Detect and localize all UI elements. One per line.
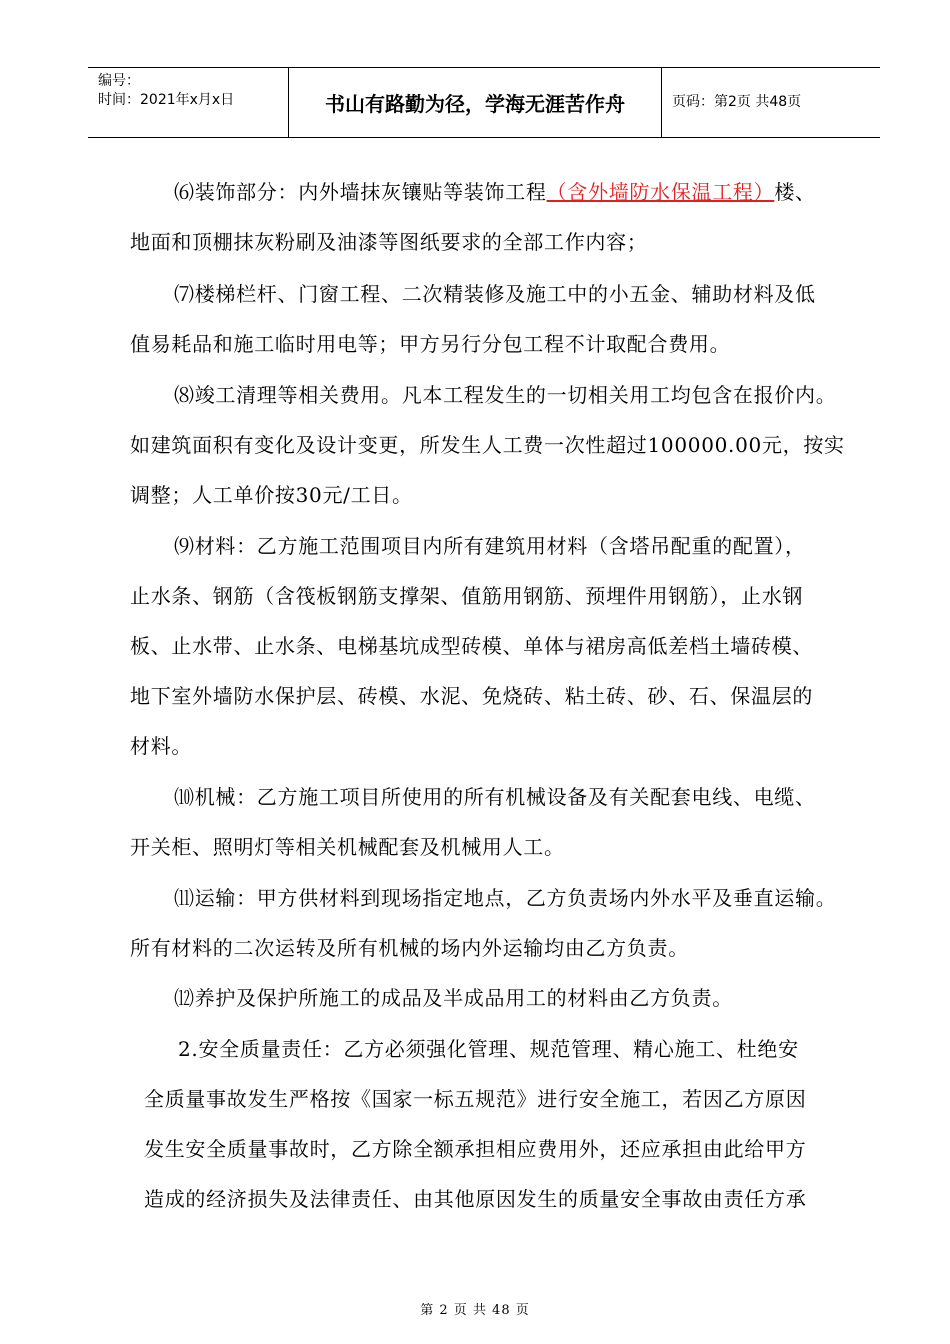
text-line: 调整；人工单价按30元/工日。 xyxy=(130,483,413,507)
text-line: 地面和顶棚抹灰粉刷及油漆等图纸要求的全部工作内容； xyxy=(130,230,648,254)
line-text: ⑹装饰部分：内外墙抹灰镶贴等装饰工程 xyxy=(174,180,547,204)
inserted-text: （含外墙防水保温工程） xyxy=(546,180,775,204)
text-line: ⑽机械：乙方施工项目所使用的所有机械设备及有关配套电线、电缆、 xyxy=(174,785,816,809)
text-line: 所有材料的二次运转及所有机械的场内外运输均由乙方负责。 xyxy=(130,936,689,960)
page-footer: 第 2 页 共 48 页 xyxy=(420,1303,530,1318)
text-line: ⑼材料：乙方施工范围项目内所有建筑用材料（含塔吊配重的配置）， xyxy=(174,534,806,558)
text-line: 发生安全质量事故时，乙方除全额承担相应费用外，还应承担由此给甲方 xyxy=(144,1137,807,1161)
text-line: ⑺楼梯栏杆、门窗工程、二次精装修及施工中的小五金、辅助材料及低 xyxy=(174,282,816,306)
text-line: ⑾运输：甲方供材料到现场指定地点，乙方负责场内外水平及垂直运输。 xyxy=(174,886,837,910)
text-line: 值易耗品和施工临时用电等；甲方另行分包工程不计取配合费用。 xyxy=(130,332,731,356)
page-header xyxy=(88,67,880,138)
text-line: 全质量事故发生严格按《国家一标五规范》进行安全施工，若因乙方原因 xyxy=(144,1087,807,1111)
text-line: 开关柜、照明灯等相关机械配套及机械用人工。 xyxy=(130,835,565,859)
motto: 书山有路勤为径，学海无涯苦作舟 xyxy=(325,92,625,116)
time-label: 时间：2021年x月x日 xyxy=(98,92,235,108)
header-right-cell xyxy=(662,68,880,137)
header-left-cell xyxy=(88,68,289,137)
text-line: 板、止水带、止水条、电梯基坑成型砖模、单体与裙房高低差档土墙砖模、 xyxy=(130,634,814,658)
text-line: ⑿养护及保护所施工的成品及半成品用工的材料由乙方负责。 xyxy=(174,986,733,1010)
text-line: 如建筑面积有变化及设计变更，所发生人工费一次性超过100000.00元，按实 xyxy=(130,433,845,457)
text-line: 2.安全质量责任：乙方必须强化管理、规范管理、精心施工、杜绝安 xyxy=(178,1037,799,1061)
text-line: 造成的经济损失及法律责任、由其他原因发生的质量安全事故由责任方承 xyxy=(144,1187,807,1211)
text-line xyxy=(174,178,816,206)
line-text: 楼、 xyxy=(774,180,816,204)
page-code: 页码：第2页 共48页 xyxy=(672,94,802,110)
text-line: 止水条、钢筋（含筏板钢筋支撑架、值筋用钢筋、预埋件用钢筋），止水钢 xyxy=(130,584,804,608)
header-motto-cell xyxy=(289,68,662,137)
text-line: ⑻竣工清理等相关费用。凡本工程发生的一切相关用工均包含在报价内。 xyxy=(174,383,837,407)
number-label: 编号： xyxy=(98,73,140,89)
text-line: 地下室外墙防水保护层、砖模、水泥、免烧砖、粘土砖、砂、石、保温层的 xyxy=(130,684,814,708)
text-line: 材料。 xyxy=(130,734,193,758)
